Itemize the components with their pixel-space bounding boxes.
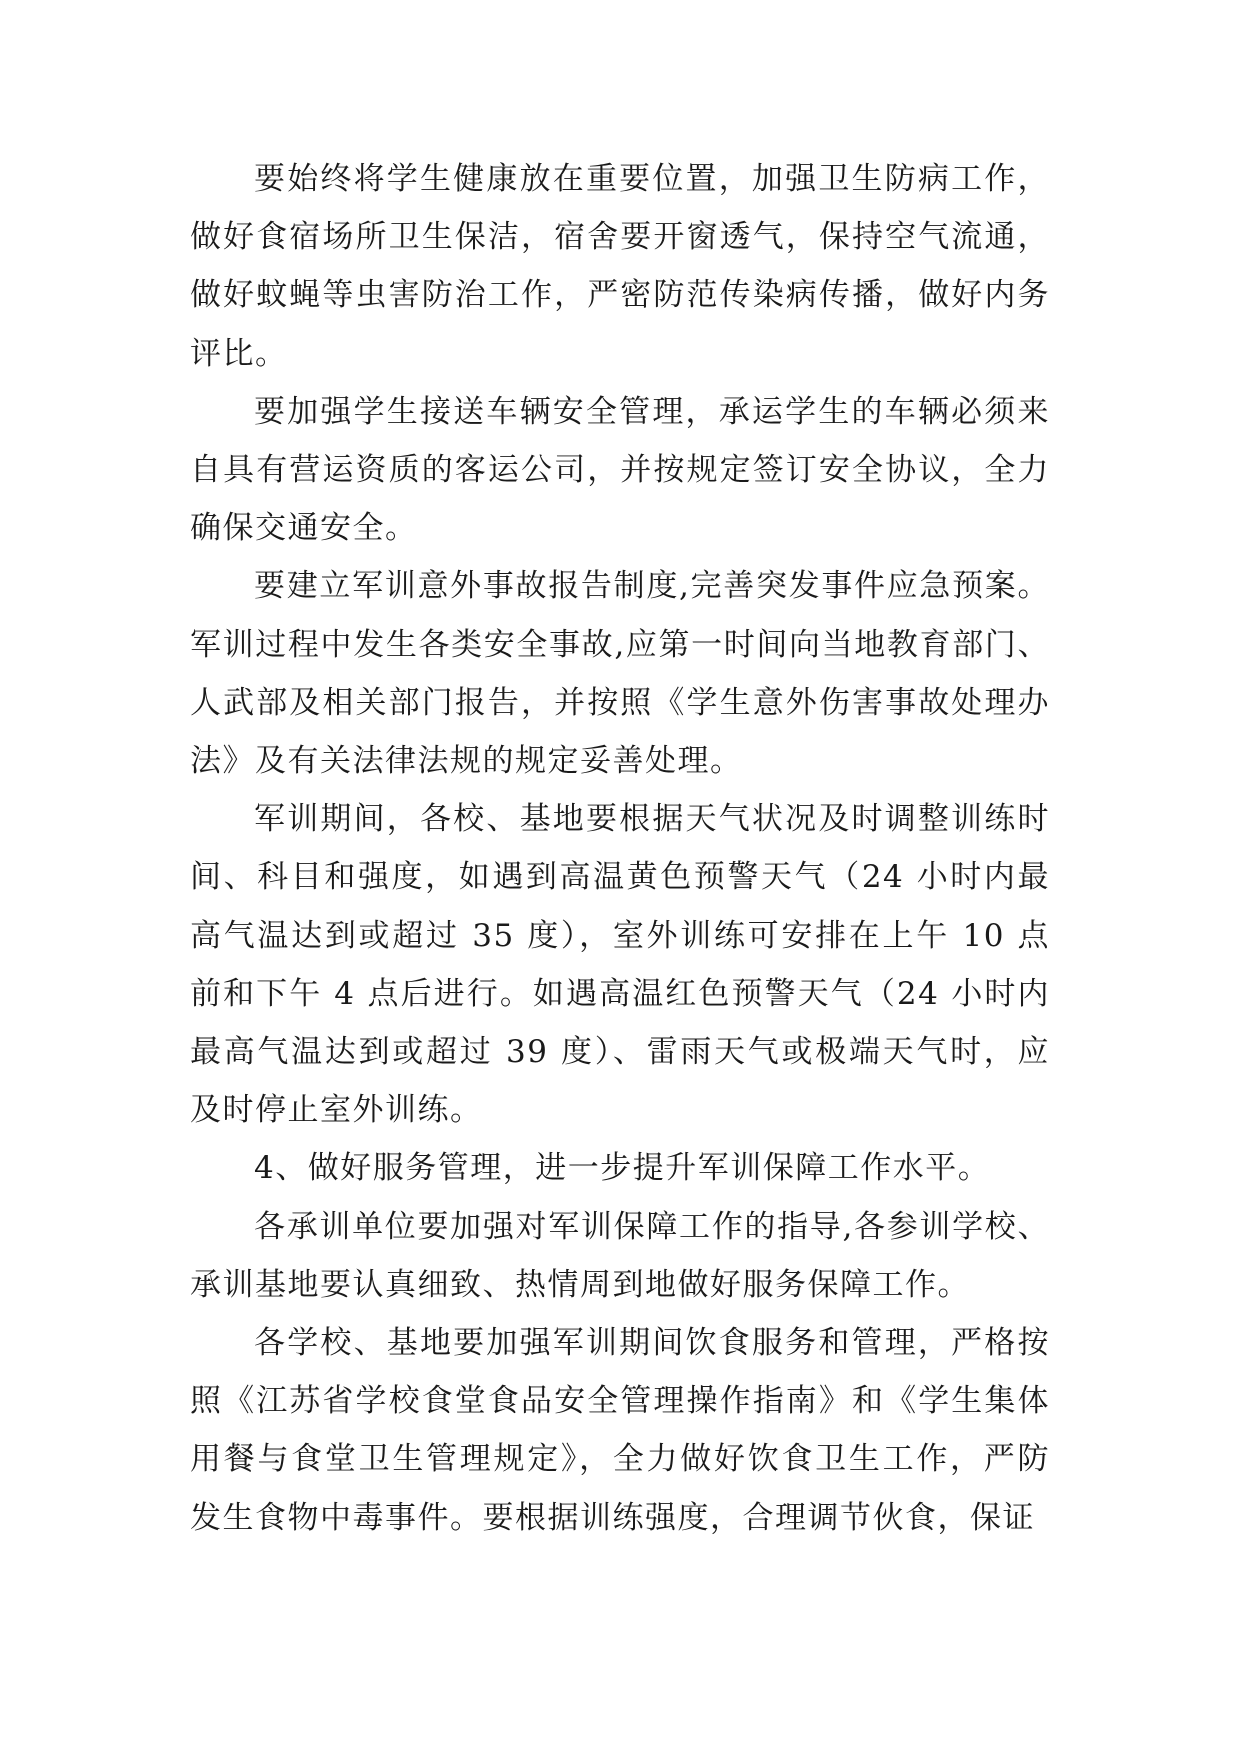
- paragraph-weather: 军训期间，各校、基地要根据天气状况及时调整训练时间、科目和强度，如遇到高温黄色预警天气（24 小时内最高气温达到或超过 35 度），室外训练可安排在上午 10 点前和下午 4 点后进行。如遇高温红色预警天气（24 小时内最高气温达到或超过 39 度）、雷雨天气或极端天气时，应及时停止室外训练。: [190, 801, 1050, 1129]
- paragraph-food: 各学校、基地要加强军训期间饮食服务和管理，严格按照《江苏省学校食堂食品安全管理操作指南》和《学生集体用餐与食堂卫生管理规定》，全力做好饮食卫生工作，严防发生食物中毒事件。要根据训练强度，合理调节伙食，保证: [190, 1325, 1050, 1536]
- paragraph-accident-report: 要建立军训意外事故报告制度,完善突发事件应急预案。军训过程中发生各类安全事故,应第一时间向当地教育部门、人武部及相关部门报告，并按照《学生意外伤害事故处理办法》及有关法律法规的规定妥善处理。: [190, 568, 1050, 780]
- paragraph-transport: 要加强学生接送车辆安全管理，承运学生的车辆必须来自具有营运资质的客运公司，并按规定签订安全协议，全力确保交通安全。: [190, 393, 1050, 547]
- paragraph-guidance: 各承训单位要加强对军训保障工作的指导,各参训学校、承训基地要认真细致、热情周到地做好服务保障工作。: [190, 1208, 1050, 1303]
- paragraph-health: 要始终将学生健康放在重要位置，加强卫生防病工作，做好食宿场所卫生保洁，宿舍要开窗透气，保持空气流通，做好蚊蝇等虫害防治工作，严密防范传染病传播，做好内务评比。: [190, 161, 1050, 372]
- section-heading-service: 4、做好服务管理，进一步提升军训保障工作水平。: [254, 1150, 991, 1187]
- document-body: [190, 150, 1050, 1547]
